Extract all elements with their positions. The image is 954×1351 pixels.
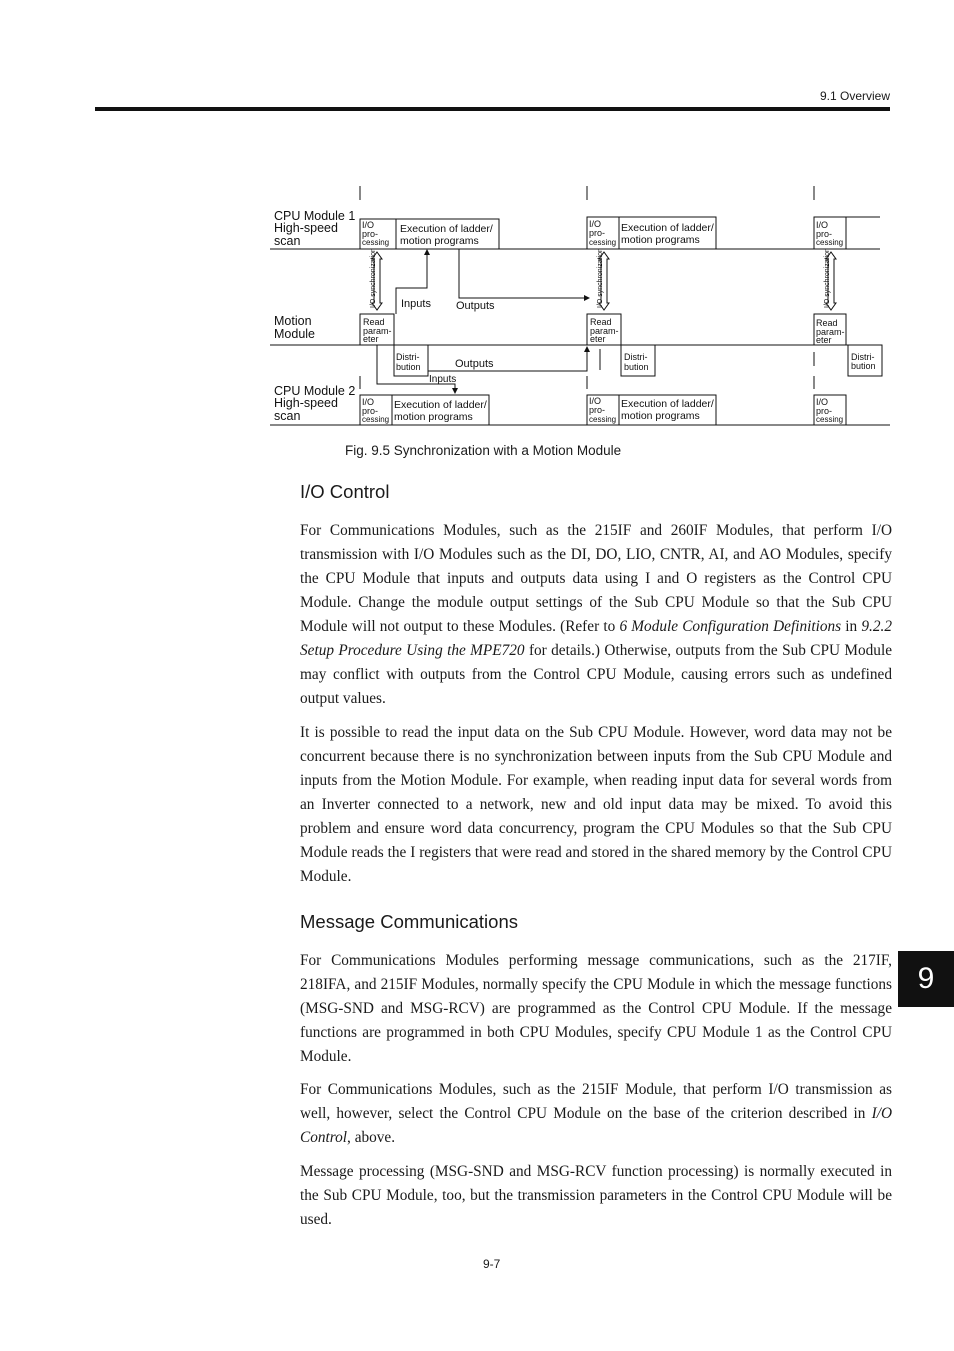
exec-text-1: Execution of ladder/ xyxy=(621,222,714,234)
read-text: param- xyxy=(363,326,392,336)
exec-text xyxy=(394,222,714,423)
outputs-label: Outputs xyxy=(455,358,494,370)
distri-text: bution xyxy=(396,362,421,372)
sync-label: I/O synchronization xyxy=(370,248,377,308)
cpu2-label-1: CPU Module 2 xyxy=(274,384,356,398)
distri-text: bution xyxy=(624,362,649,372)
inputs-label: Inputs xyxy=(429,374,457,385)
chapter-tab: 9 xyxy=(898,951,954,1007)
read-text: eter xyxy=(363,334,379,344)
distri-text: Distri- xyxy=(851,352,875,362)
io-text: cessing xyxy=(362,238,390,247)
exec-text-1: Execution of ladder/ xyxy=(394,399,487,411)
sync-label: I/O synchronization xyxy=(824,248,831,308)
cpu2-label-2: High-speed xyxy=(274,396,338,410)
sync-labels xyxy=(370,248,831,308)
io-text: pro- xyxy=(816,229,833,239)
io-text: cessing xyxy=(816,415,844,424)
io-control-heading: I/O Control xyxy=(300,481,390,502)
exec-text-2: motion programs xyxy=(394,411,473,423)
cpu1-label-2: High-speed xyxy=(274,221,338,235)
io-text: I/O xyxy=(816,397,829,407)
sync-timing-diagram xyxy=(0,180,954,430)
read-text: eter xyxy=(590,334,606,344)
motion-label-1: Motion xyxy=(274,314,312,328)
io-text: pro- xyxy=(362,406,379,416)
io-text: I/O xyxy=(362,220,375,230)
io-text: cessing xyxy=(589,238,617,247)
sync-arrows xyxy=(372,252,836,310)
io-text: I/O xyxy=(816,220,829,230)
io-text: I/O xyxy=(589,219,602,229)
exec-text-2: motion programs xyxy=(621,410,700,422)
row-labels xyxy=(274,209,355,423)
exec-text-1: Execution of ladder/ xyxy=(400,223,493,235)
io-text: I/O xyxy=(362,397,375,407)
exec-text-2: motion programs xyxy=(621,234,700,246)
message-comm-paragraph-1: For Communications Modules performing message communications, such as the 217IF, 218IFA, and 215IF Modules, normally specify the CPU Module in which the message functions (MSG-SND and MSG-RCV) are programmed as the Control CPU Module. If the message functions are programmed in both CPU Modules, specify CPU Module 1 as the Control CPU Module. xyxy=(300,952,892,1065)
distri-text: Distri- xyxy=(396,352,420,362)
message-comm-heading: Message Communications xyxy=(300,911,518,932)
read-text: param- xyxy=(590,326,619,336)
outputs-label: Outputs xyxy=(456,300,495,312)
distri-text: bution xyxy=(851,361,876,371)
page-number: 9-7 xyxy=(483,1257,501,1271)
read-text: Read xyxy=(816,318,838,328)
cpu2-label-3: scan xyxy=(274,409,301,423)
io-text: pro- xyxy=(589,228,606,238)
read-text: Read xyxy=(363,317,385,327)
io-text: cessing xyxy=(816,238,844,247)
header-rule xyxy=(95,107,890,111)
inputs-label: Inputs xyxy=(401,298,431,310)
io-text: cessing xyxy=(589,415,617,424)
io-control-paragraph-1: For Communications Modules, such as the 215IF and 260IF Modules, that perform I/O transmission with I/O Modules such as the DI, DO, LIO, CNTR, AI, and AO Modules, specify the CPU Module that inputs and outputs data using I and O registers as the Control CPU Module. Change the module output settings of the Sub CPU Module so that the Sub CPU Module will not output to these Modules. (Refer to 6 Module Configuration Definitions in 9.2.2 Setup Procedure Using the MPE720 for details.) Otherwise, outputs from the Sub CPU Module may conflict with outputs from the Control CPU Module, causing errors such as undefined output values. xyxy=(300,522,892,707)
timing-boxes xyxy=(360,217,882,425)
distri-text: Distri- xyxy=(624,352,648,362)
exec-text-1: Execution of ladder/ xyxy=(621,398,714,410)
io-text: pro- xyxy=(816,406,833,416)
message-comm-paragraph-3: Message processing (MSG-SND and MSG-RCV function processing) is normally executed in the Sub CPU Module, too, but the transmission parameters in the Control CPU Module will be used. xyxy=(300,1163,892,1228)
read-text: param- xyxy=(816,327,845,337)
motion-label-2: Module xyxy=(274,327,315,341)
io-text: pro- xyxy=(362,229,379,239)
io-control-paragraph-2: It is possible to read the input data on the Sub CPU Module. However, word data may not be concurrent because there is no synchronization between inputs from the Sub CPU Module and inputs from the Motion Module. For example, when reading input data for several words from an Inverter connected to a network, new and old input data may be mixed. To avoid this problem and ensure word data concurrency, program the CPU Modules so that the Sub CPU Module reads the I registers that were read and stored in the shared memory by the Control CPU Module. xyxy=(300,724,892,885)
io-text: I/O xyxy=(589,396,602,406)
cpu1-label-1: CPU Module 1 xyxy=(274,209,356,223)
box-text xyxy=(362,219,876,424)
io-text: pro- xyxy=(589,405,606,415)
cpu1-label-3: scan xyxy=(274,234,301,248)
exec-text-2: motion programs xyxy=(400,235,479,247)
io-text: cessing xyxy=(362,415,390,424)
read-text: eter xyxy=(816,335,832,345)
figure-caption: Fig. 9.5 Synchronization with a Motion Module xyxy=(345,443,622,458)
sync-label: I/O synchronization xyxy=(597,248,604,308)
read-text: Read xyxy=(590,317,612,327)
message-comm-paragraph-2: For Communications Modules, such as the 215IF Module, that perform I/O transmission as well, however, select the Control CPU Module on the base of the criterion described in I/O Control, above. xyxy=(300,1081,892,1146)
running-header: 9.1 Overview xyxy=(819,89,890,103)
